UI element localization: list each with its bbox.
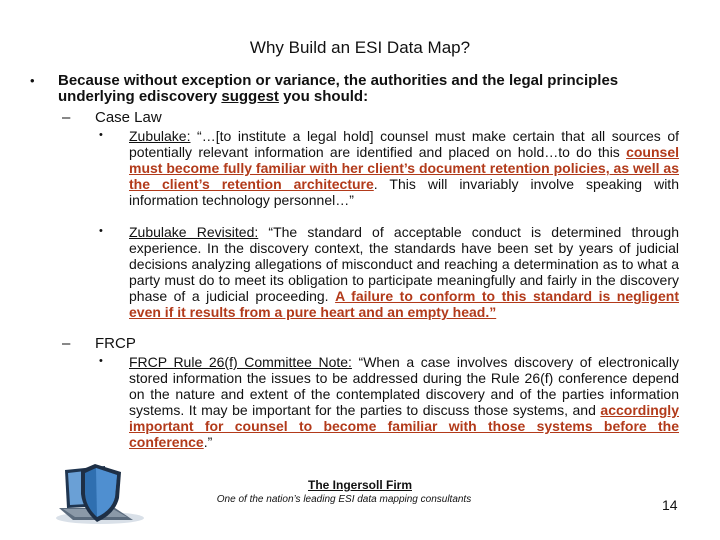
bullet-marker: • (99, 225, 103, 237)
page-number: 14 (662, 497, 678, 513)
bullet-marker: • (99, 129, 103, 141)
main-point-part-a: Because without exception or variance, the authorities and the legal principles underlying ediscovery (58, 72, 619, 105)
main-point-emphasis: suggest (221, 88, 279, 105)
zubulake-revisited-highlight: A failure to conform to this standard is negligent even if it results from a pure heart and an empty head.” (129, 288, 679, 320)
case-law-heading: Case Law (95, 109, 162, 126)
main-point-text (58, 73, 678, 105)
frcp-dash: – (62, 335, 71, 352)
main-point-part-b: you should: (278, 88, 369, 105)
frcp-rule-quote (129, 354, 679, 450)
zubulake-revisited-label: Zubulake Revisited: (129, 224, 259, 240)
slide-title: Why Build an ESI Data Map? (249, 38, 471, 57)
zubulake-label: Zubulake: (129, 128, 191, 144)
zubulake-highlight: counsel must become fully familiar with her client’s document retention policies, as well as the client’s retention architecture (129, 144, 679, 192)
frcp-rule-text-2: .” (203, 434, 213, 450)
zubulake-quote (129, 128, 679, 208)
case-law-dash: – (62, 109, 71, 126)
firm-tagline: One of the nation’s leading ESI data mapping consultants (216, 494, 472, 505)
zubulake-text-2: . This will invariably involve speaking with information technology personnel…” (129, 176, 679, 208)
zubulake-revisited-text-1: “The standard of acceptable conduct is determined through experience. In the discovery context, the standards have been set by years of judicial decisions analyzing allegations of misconduct and reaching a determination as to what a party must do to meet its obligation to participate meaningfully and fairly in the discovery phase of a judicial proceeding. (129, 224, 680, 304)
firm-name: The Ingersoll Firm (307, 478, 412, 492)
frcp-rule-text-1: “When a case involves discovery of electronically stored information the issues to be addressed during the Rule 26(f) conference depend on the nature and extent of the contemplated discovery and of the parties information systems. It may be important for the parties to discuss those systems, and (129, 354, 679, 418)
frcp-heading: FRCP (95, 335, 136, 352)
zubulake-text-1: “…[to institute a legal hold] counsel must make certain that all sources of potentially relevant information are identified and placed on hold…to do this (129, 128, 679, 160)
frcp-rule-label: FRCP Rule 26(f) Committee Note: (129, 354, 352, 370)
bullet-marker: • (30, 73, 35, 88)
bullet-marker: • (99, 355, 103, 367)
zubulake-revisited-quote (129, 224, 679, 320)
frcp-rule-highlight: accordingly important for counsel to become familiar with those systems before the conference (129, 402, 679, 450)
